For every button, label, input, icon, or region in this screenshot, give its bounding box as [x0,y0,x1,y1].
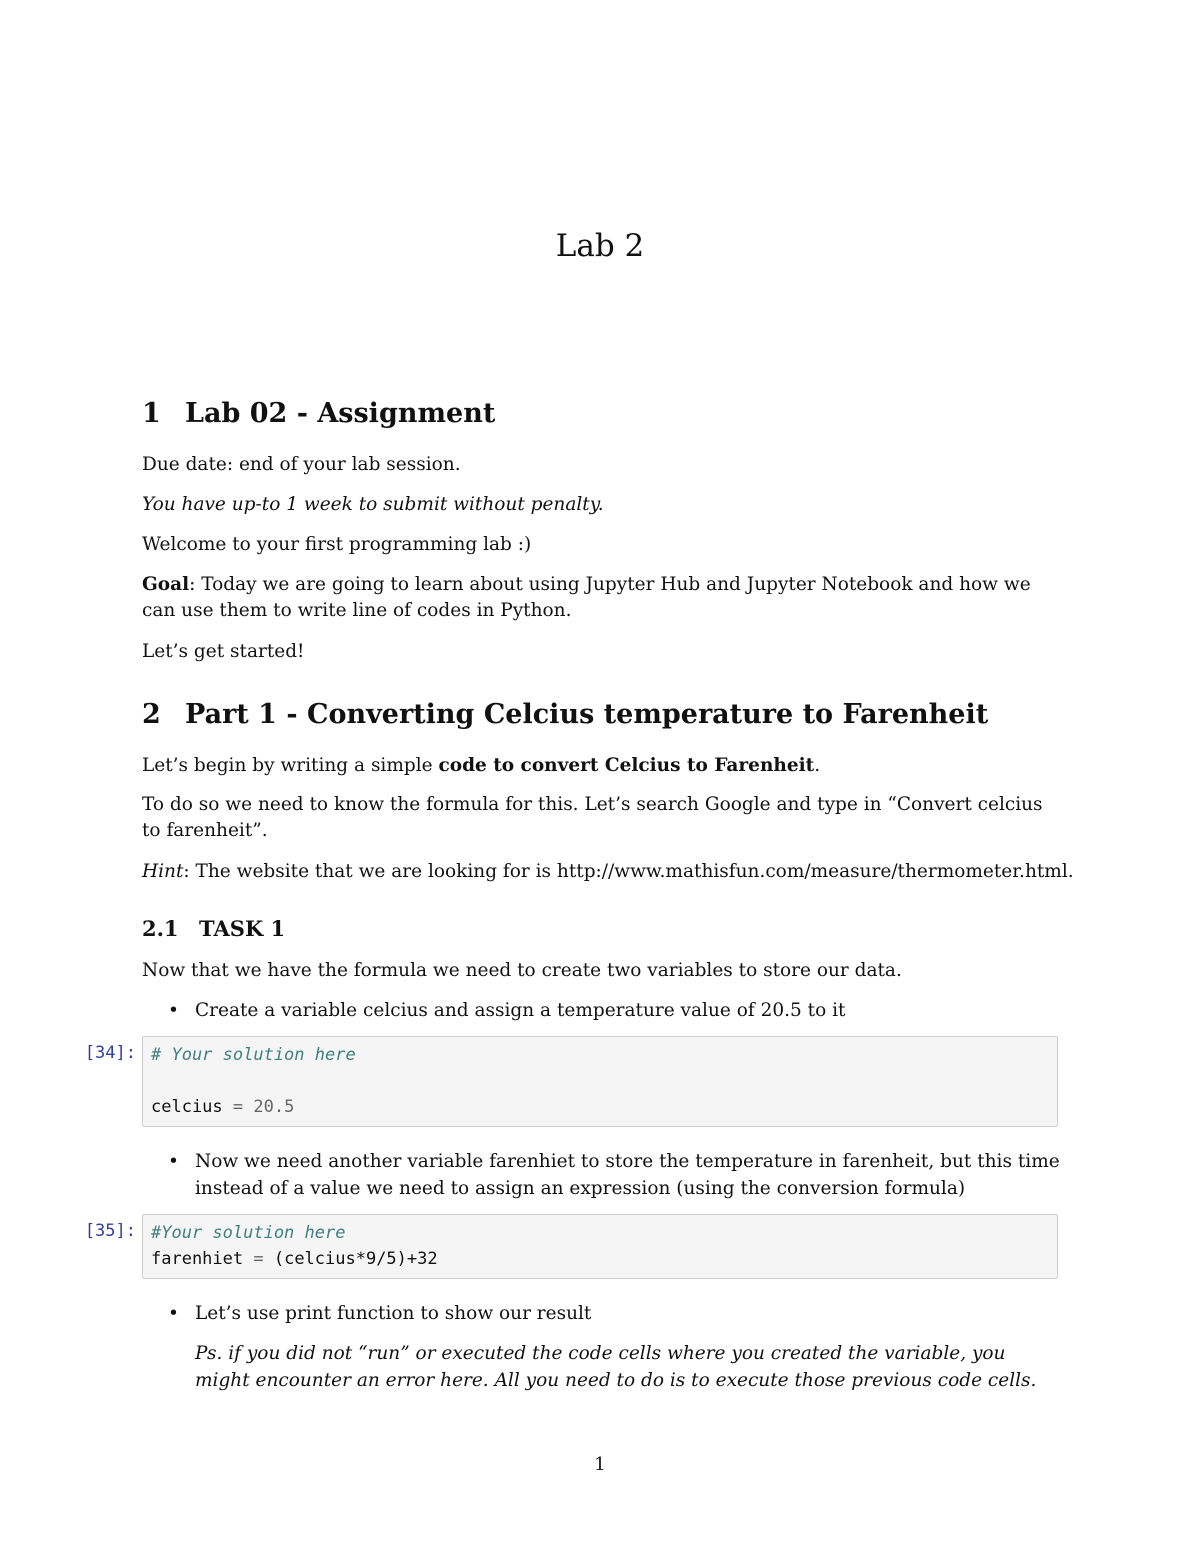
bullet-icon: • [168,1303,179,1324]
bullet-item [168,1300,1060,1327]
intro-text: Let’s begin by writing a simple [142,755,439,776]
section-title: Part 1 - Converting Celcius temperature to Farenheit [185,699,989,730]
bullet-icon: • [168,1000,179,1021]
intro-bold-text: code to convert Celcius to Farenheit [438,755,815,776]
bullet-icon: • [168,1151,179,1172]
code-cell[interactable] [142,1036,1058,1127]
hint-paragraph [142,859,1082,885]
penalty-note: You have up-to 1 week to submit without penalty. [142,494,604,515]
cell-prompt: [34]: [84,1043,136,1063]
ps-note: Ps. if you did not “run” or executed the code cells where you created the variable, you might encounter an error here. All you need to do is to execute those previous code cells. [195,1343,1037,1391]
code-expression: (celcius*9/5)+32 [273,1249,438,1269]
hint-text[interactable]: : The website that we are looking for is http://www.mathisfun.com/measure/thermometer.html. [183,861,1074,882]
code-comment: #Your solution here [151,1223,346,1243]
goal-label: Goal [142,574,190,595]
code-comment: # Your solution here [151,1045,356,1065]
search-paragraph: To do so we need to know the formula for this. Let’s search Google and type in “Convert celcius to farenheit”. [142,794,1043,841]
section-2-heading [142,699,988,730]
code-cell[interactable] [142,1214,1058,1279]
cell-prompt: [35]: [84,1221,136,1241]
task-intro-text: Now that we have the formula we need to create two variables to store our data. [142,960,902,981]
page-number: 1 [594,1454,606,1475]
bullet-text: Create a variable celcius and assign a temperature value of 20.5 to it [195,1000,846,1021]
intro-paragraph [142,753,1060,779]
hint-label: Hint [142,861,184,882]
code-variable: farenhiet [151,1249,244,1269]
document-title: Lab 2 [555,228,645,264]
due-date-text: Due date: end of your lab session. [142,454,461,475]
bullet-item [168,997,1060,1024]
get-started-text: Let’s get started! [142,641,305,662]
bullet-item [168,1148,1060,1202]
goal-text: : Today we are going to learn about using Jupyter Hub and Jupyter Notebook and how we can use them to write line of codes in Python. [142,574,1031,621]
section-number: 2 [142,699,161,730]
task-1-heading [142,916,285,941]
subsection-number: 2.1 [142,916,179,941]
section-number: 1 [142,398,161,429]
section-title: Lab 02 - Assignment [185,398,496,429]
subsection-title: TASK 1 [199,916,286,941]
bullet-text: Let’s use print function to show our result [195,1303,592,1324]
goal-paragraph [142,572,1060,624]
section-1-heading [142,398,495,429]
welcome-text: Welcome to your first programming lab :) [142,534,532,555]
intro-end: . [814,755,821,776]
code-variable: celcius [151,1097,223,1117]
code-operator: = [222,1097,254,1117]
bullet-text: Now we need another variable farenhiet to store the temperature in farenheit, but this time instead of a value we need to assign an expression (using the conversion formula) [195,1151,1060,1199]
code-number: 20.5 [253,1097,295,1117]
code-operator: = [243,1249,274,1269]
